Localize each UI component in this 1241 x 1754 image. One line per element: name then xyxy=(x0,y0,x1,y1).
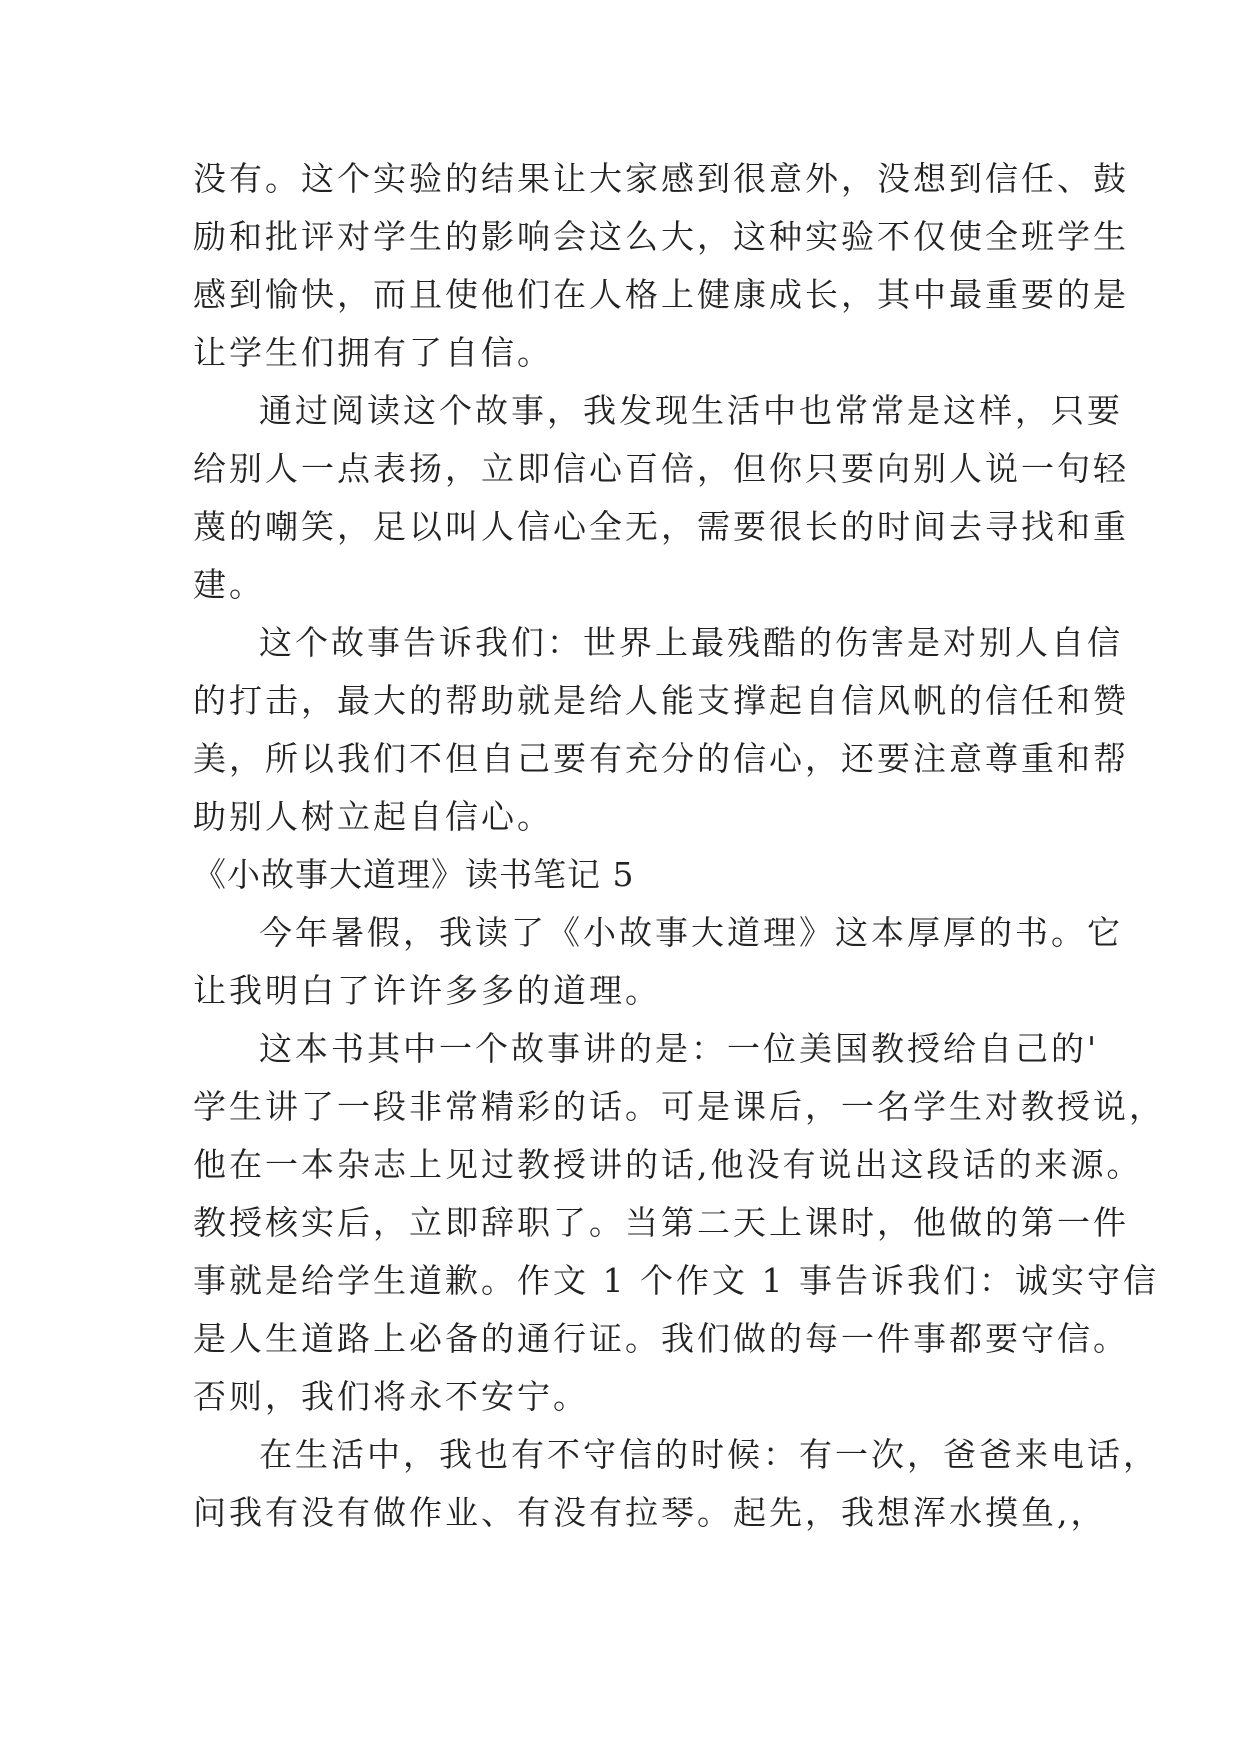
text-line: 事就是给学生道歉。作文 1 个作文 1 事告诉我们：诚实守信 xyxy=(193,1261,1159,1300)
text-line: 教授核实后，立即辞职了。当第二天上课时，他做的第一件 xyxy=(193,1203,1129,1242)
paragraph-first-line: 通过阅读这个故事，我发现生活中也常常是这样，只要 xyxy=(259,391,1123,430)
paragraph-first-line: 这本书其中一个故事讲的是：一位美国教授给自己的' xyxy=(259,1029,1100,1068)
text-line: 励和批评对学生的影响会这么大，这种实验不仅使全班学生 xyxy=(193,217,1129,256)
text-line: 他在一本杂志上见过教授讲的话,他没有说出这段话的来源。 xyxy=(193,1145,1143,1184)
text-line: 学生讲了一段非常精彩的话。可是课后，一名学生对教授说， xyxy=(193,1087,1165,1126)
paragraph-first-line: 今年暑假，我读了《小故事大道理》这本厚厚的书。它 xyxy=(259,913,1123,952)
text-line: 感到愉快，而且使他们在人格上健康成长，其中最重要的是 xyxy=(193,275,1129,314)
paragraph-first-line: 在生活中，我也有不守信的时候：有一次，爸爸来电话， xyxy=(259,1435,1159,1474)
text-line: 是人生道路上必备的通行证。我们做的每一件事都要守信。 xyxy=(193,1319,1129,1358)
text-line: 建。 xyxy=(193,565,265,604)
text-line: 的打击，最大的帮助就是给人能支撑起自信风帆的信任和赞 xyxy=(193,681,1129,720)
text-line: 让我明白了许许多多的道理。 xyxy=(193,971,661,1010)
text-line: 问我有没有做作业、有没有拉琴。起先，我想浑水摸鱼,， xyxy=(193,1493,1107,1532)
text-line: 给别人一点表扬，立即信心百倍，但你只要向别人说一句轻 xyxy=(193,449,1129,488)
paragraph-first-line: 这个故事告诉我们：世界上最残酷的伤害是对别人自信 xyxy=(259,623,1123,662)
text-line: 没有。这个实验的结果让大家感到很意外，没想到信任、鼓 xyxy=(193,159,1129,198)
text-line: 蔑的嘲笑，足以叫人信心全无，需要很长的时间去寻找和重 xyxy=(193,507,1129,546)
document-body xyxy=(193,150,1165,1542)
text-line: 助别人树立起自信心。 xyxy=(193,797,553,836)
text-line: 让学生们拥有了自信。 xyxy=(193,333,553,372)
section-heading: 《小故事大道理》读书笔记 5 xyxy=(193,855,635,894)
text-line: 美，所以我们不但自己要有充分的信心，还要注意尊重和帮 xyxy=(193,739,1129,778)
text-line: 否则，我们将永不安宁。 xyxy=(193,1377,589,1416)
